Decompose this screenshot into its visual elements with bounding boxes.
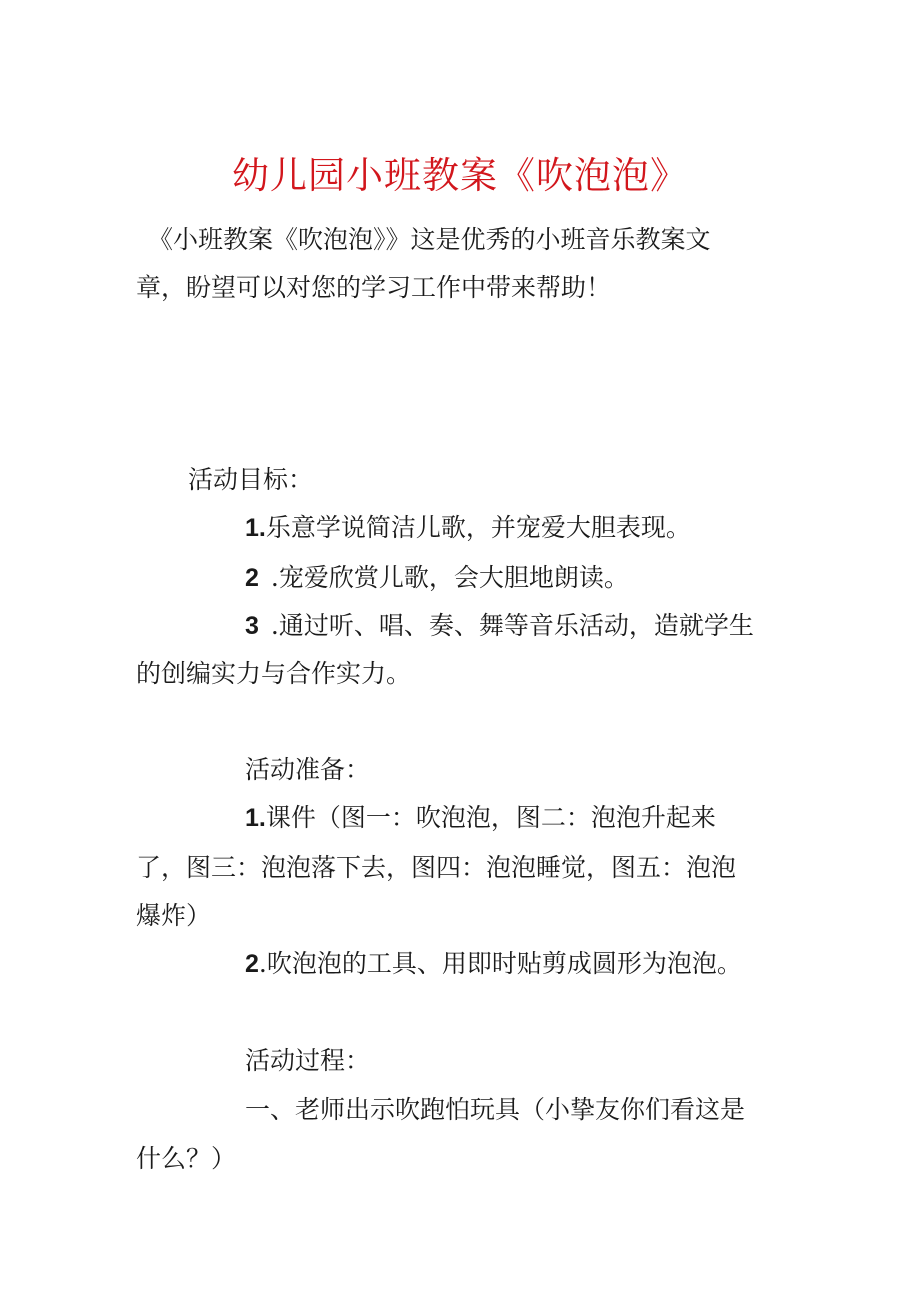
process-step-1-continuation: 什么？） [136, 1144, 237, 1173]
goal-item-1-number: 1. [245, 514, 266, 542]
goal-item-3-text: .通过听、唱、奏、舞等音乐活动，造就学生 [270, 611, 754, 640]
goals-heading: 活动目标： [188, 465, 314, 494]
goal-item-2-number: 2 [245, 564, 259, 592]
goal-item-1 [245, 510, 691, 546]
goal-item-3-number: 3 [245, 612, 259, 640]
process-step-1: 一、老师出示吹跑怕玩具（小挚友你们看这是 [245, 1095, 746, 1124]
prep-item-1-text: 课件（图一：吹泡泡，图二：泡泡升起来 [265, 803, 716, 832]
prep-item-1-continuation-2: 爆炸） [136, 901, 212, 930]
prep-item-1 [245, 800, 716, 836]
prep-item-2-number: 2 [245, 950, 259, 978]
document-title: 幼儿园小班教案《吹泡泡》 [232, 154, 688, 197]
prep-item-1-number: 1. [245, 804, 266, 832]
goal-item-1-text: 乐意学说简洁儿歌，并宠爱大胆表现。 [265, 513, 691, 542]
prep-item-1-continuation-1: 了，图三：泡泡落下去，图四：泡泡睡觉，图五：泡泡 [136, 853, 737, 882]
intro-line-2: 章，盼望可以对您的学习工作中带来帮助！ [136, 273, 612, 302]
goal-item-3 [245, 608, 754, 644]
goal-item-2-text: .宠爱欣赏儿歌，会大胆地朗读。 [270, 563, 629, 592]
prep-item-2 [245, 946, 742, 982]
intro-line-1: 《小班教案《吹泡泡》》这是优秀的小班音乐教案文 [148, 225, 711, 254]
goal-item-3-continuation: 的创编实力与合作实力。 [136, 659, 412, 688]
prep-heading: 活动准备： [245, 755, 371, 784]
prep-item-2-text: .吹泡泡的工具、用即时贴剪成圆形为泡泡。 [258, 949, 742, 978]
process-heading: 活动过程： [245, 1046, 371, 1075]
goal-item-2 [245, 560, 629, 596]
